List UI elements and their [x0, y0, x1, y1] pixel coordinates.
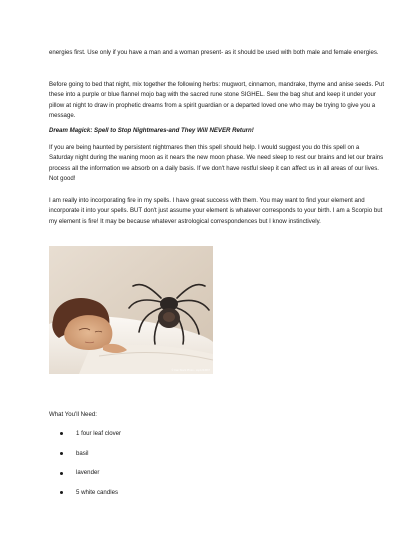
list-item — [49, 488, 121, 508]
paragraph-prophetic-dreams: Before going to bed that night, mix together the following herbs: mugwort, cinnamon, mandrake, thyme and anise seeds. Put these into a purple or blue flannel mojo bag with the sacred rune stone SIGHEL. Sew the bag shut and keep it under your pillow at night to draw in prophetic dreams from a spirit guardian or a departed loved one who may be trying to give you a message. — [49, 81, 385, 120]
list-item — [49, 429, 121, 449]
list-item — [49, 449, 121, 469]
bullet-icon — [60, 472, 63, 475]
section-heading-dream-magick: Dream Magick: Spell to Stop Nightmares-and They Will NEVER Return! — [49, 127, 254, 134]
bullet-icon — [60, 452, 63, 455]
paragraph-nightmares: If you are being haunted by persistent nightmares then this spell should help. I would suggest you do this spell on a Saturday night during the waning moon as it nears the new moon phase. We need sleep to rest our brains and let our brains process all the information we absorb on a daily basis. If we don't have restful sleep it can affect us in all areas of our lives. Not good! — [49, 144, 384, 183]
sleeping-woman-spider-photo — [49, 246, 213, 374]
needs-title: What You'll Need: — [49, 411, 97, 418]
paragraph-fire-element: I am really into incorporating fire in my spells. I have great success with them. You may want to find your element and incorporate it into your spells. BUT don't just assume your element is whatever corresponds to your birth. I am a Scorpio but my element is fire! It may be because whatever astrological correspondences but I know instinctively. — [49, 197, 383, 225]
needs-list — [49, 429, 121, 508]
list-item — [49, 468, 121, 488]
list-item-label: basil — [76, 449, 89, 457]
bullet-icon — [60, 432, 63, 435]
bullet-icon — [60, 491, 63, 494]
list-item-label: lavender — [76, 469, 100, 477]
list-item-label: 1 four leaf clover — [76, 430, 122, 437]
photo-credit: © Can Stock Photo - csp1234567 — [171, 369, 210, 372]
paragraph-intro-continued: energies first. Use only if you have a man and a woman present- as it should be used with both male and female energies. — [49, 49, 379, 56]
list-item-label: 5 white candles — [76, 489, 119, 497]
